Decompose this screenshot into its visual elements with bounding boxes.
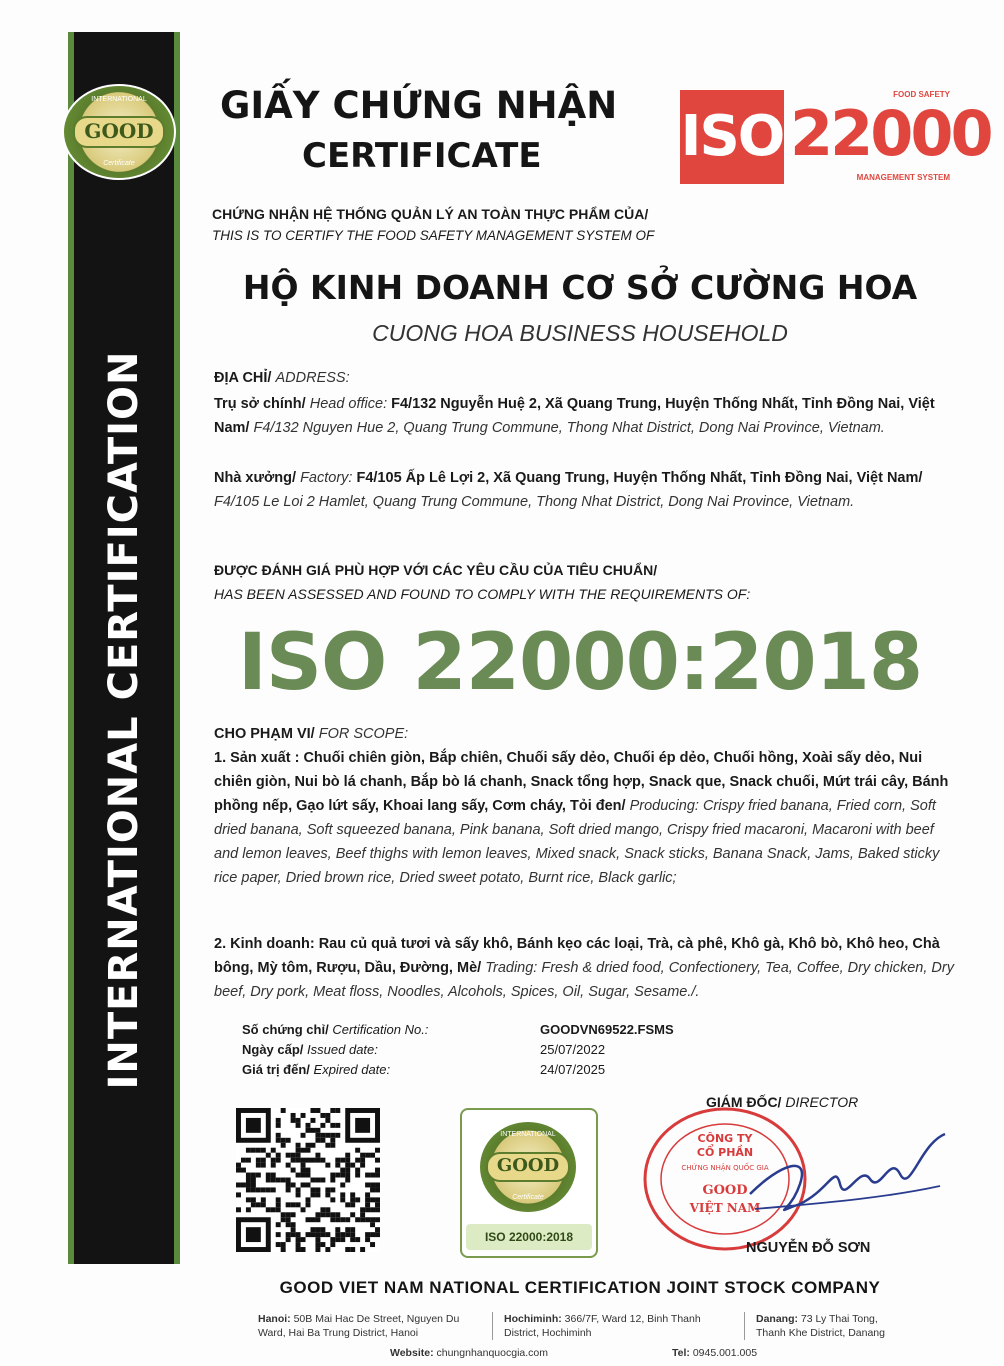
issued-label-vi: Ngày cấp/ (242, 1042, 304, 1057)
seal-logo-bottom-text: Certificate (512, 1194, 544, 1201)
title-en: CERTIFICATE (302, 136, 542, 176)
logo-bottom-text: Certificate (103, 160, 135, 167)
director-signature (740, 1124, 950, 1234)
scope-item-1-en: Producing: Crispy fried banana, Fried corn, Soft dried banana, Soft squeezed banana, Pink banana, Soft dried mango, Crispy fried macaroni, Macaroni with beef and lemon leaves, Beef thighs with lemon leaves, Mixed snack, Snack sticks, Banana Snack, Jams, Baked sticky rice paper, Dried brown rice, Dried sweet potato, Burnt rice, Black garlic; (214, 798, 940, 886)
footer-danang (756, 1312, 906, 1340)
factory-label-en: Factory: (300, 470, 353, 486)
logo-top-text: INTERNATIONAL (91, 96, 147, 103)
iso-logo (680, 90, 991, 184)
footer-hcm (504, 1312, 724, 1340)
scope-item-2-en: Trading: Fresh & dried food, Confectionery, Tea, Coffee, Dry chicken, Dry beef, Dry pork, Meat floss, Noodles, Alcohols, Spices, Oil, Sugar, Sesame./. (214, 960, 954, 1000)
issued-label-en: Issued date: (307, 1042, 378, 1057)
iso-logo-number: 22000 (790, 97, 991, 170)
footer-company: GOOD VIET NAM NATIONAL CERTIFICATION JOINT STOCK COMPANY (279, 1278, 881, 1297)
footer-website-link[interactable]: chungnhanquocgia.com (436, 1347, 549, 1359)
standard-title: ISO 22000:2018 (237, 618, 923, 708)
director-label-vi: GIÁM ĐỐC/ (706, 1094, 782, 1110)
footer-hcm-label: Hochiminh: (504, 1313, 562, 1325)
head-office-vi: F4/132 Nguyễn Huệ 2, Xã Quang Trung, Huyện Thống Nhất, Tỉnh Đồng Nai, Việt Nam/ (214, 396, 935, 436)
address-label-en: ADDRESS: (275, 370, 350, 386)
stamp-line3: CHỨNG NHẬN QUỐC GIA (681, 1164, 769, 1172)
director-name: NGUYỄN ĐỖ SƠN (746, 1240, 871, 1256)
footer-danang-label: Danang: (756, 1313, 798, 1325)
cert-no-label (242, 1022, 428, 1037)
footer-website (390, 1346, 548, 1360)
company-name-vi: HỘ KINH DOANH CƠ SỞ CƯỜNG HOA (242, 268, 918, 307)
address-label-vi: ĐỊA CHỈ/ (214, 370, 272, 386)
scope-label-vi: CHO PHẠM VI/ (214, 726, 315, 742)
expired-label (242, 1062, 390, 1077)
factory-label-vi: Nhà xưởng/ (214, 470, 297, 486)
stamp-line4: GOOD (702, 1183, 748, 1198)
seal-logo (478, 1120, 578, 1214)
factory (214, 466, 954, 514)
footer-tel (672, 1346, 757, 1360)
seal-caption: ISO 22000:2018 (466, 1224, 592, 1250)
scope-label-en: FOR SCOPE: (318, 726, 409, 742)
stamp-line2: CỔ PHẦN (696, 1146, 754, 1159)
footer-danang-address: 73 Ly Thai Tong, Thanh Khe District, Danang (756, 1313, 885, 1339)
iso-logo-top-caption: FOOD SAFETY (893, 90, 950, 99)
iso-logo-bottom-caption: MANAGEMENT SYSTEM (856, 173, 950, 182)
head-office-label-en: Head office: (309, 396, 388, 412)
seal-logo-center-text: GOOD (486, 1152, 570, 1182)
stamp-line1: CÔNG TY (697, 1132, 753, 1145)
head-office-label-vi: Trụ sở chính/ (214, 396, 306, 412)
expired-label-vi: Giá trị đến/ (242, 1062, 310, 1077)
scope-item-2 (214, 932, 954, 1004)
seal-logo-top-text: INTERNATIONAL (500, 1131, 556, 1138)
factory-vi: F4/105 Ấp Lê Lợi 2, Xã Quang Trung, Huyện Thống Nhất, Tỉnh Đồng Nai, Việt Nam/ (356, 470, 923, 486)
good-logo (62, 84, 176, 180)
issued-label (242, 1042, 378, 1057)
scope-item-1 (214, 746, 954, 890)
cert-no-value: GOODVN69522.FSMS (540, 1022, 674, 1037)
company-name-en: CUONG HOA BUSINESS HOUSEHOLD (372, 320, 788, 346)
certify-en: THIS IS TO CERTIFY THE FOOD SAFETY MANAGEMENT SYSTEM OF (212, 228, 655, 243)
address-label (214, 366, 954, 390)
assessed-vi: ĐƯỢC ĐÁNH GIÁ PHÙ HỢP VỚI CÁC YÊU CẦU CỦA TIÊU CHUẨN/ (214, 562, 658, 578)
director-label-en: DIRECTOR (785, 1094, 859, 1110)
band-text: INTERNATIONAL CERTIFICATION (101, 350, 147, 1090)
footer-hanoi (258, 1312, 484, 1340)
scope-label (214, 722, 954, 746)
logo-center-text: GOOD (73, 116, 165, 148)
footer-tel-label: Tel: (672, 1347, 690, 1359)
iso-logo-left: ISO (680, 90, 784, 184)
good-seal-badge (460, 1108, 598, 1258)
footer-hcm-address: 366/7F, Ward 12, Binh Thanh District, Hochiminh (504, 1313, 701, 1339)
head-office-en: F4/132 Nguyen Hue 2, Quang Trung Commune, Thong Nhat District, Dong Nai Province, Vietnam. (253, 420, 885, 436)
certify-vi: CHỨNG NHẬN HỆ THỐNG QUẢN LÝ AN TOÀN THỰC PHẨM CỦA/ (212, 206, 649, 222)
cert-no-label-vi: Số chứng chỉ/ (242, 1022, 329, 1037)
scope-item-1-vi: 1. Sản xuất : Chuối chiên giòn, Bắp chiên, Chuối sấy dẻo, Chuối ép dẻo, Chuối hồng, Xoài sấy dẻo, Nui chiên giòn, Nui bò lá chanh, Bắp bò lá chanh, Snack tổng hợp, Snack que, Snack chuối, Mứt trái cây, Bánh phồng nếp, Gạo lứt sấy, Khoai lang sấy, Cơm cháy, Tỏi đen/ (214, 750, 949, 814)
title-vi: GIẤY CHỨNG NHẬN (220, 84, 618, 127)
qr-code[interactable] (236, 1108, 380, 1252)
expired-value: 24/07/2025 (540, 1062, 606, 1077)
cert-no-label-en: Certification No.: (332, 1022, 429, 1037)
scope-item-2-vi: 2. Kinh doanh: Rau củ quả tươi và sấy khô, Bánh kẹo các loại, Trà, cà phê, Khô gà, Khô bò, Khô heo, Chà bông, Mỳ tôm, Rượu, Dầu, Đường, Mè/ (214, 936, 940, 976)
footer-hanoi-address: 50B Mai Hac De Street, Nguyen Du Ward, Hai Ba Trung District, Hanoi (258, 1313, 460, 1339)
expired-label-en: Expired date: (313, 1062, 391, 1077)
footer-divider (744, 1312, 745, 1340)
footer-tel-number: 0945.001.005 (692, 1347, 758, 1359)
footer-website-label: Website: (390, 1347, 434, 1359)
issued-value: 25/07/2022 (540, 1042, 606, 1057)
stamp-line5: VIỆT NAM (689, 1201, 761, 1215)
footer-divider (492, 1312, 493, 1340)
assessed-en: HAS BEEN ASSESSED AND FOUND TO COMPLY WITH THE REQUIREMENTS OF: (214, 586, 751, 602)
factory-en: F4/105 Le Loi 2 Hamlet, Quang Trung Commune, Thong Nhat District, Dong Nai Province, Vietnam. (214, 494, 855, 510)
footer-hanoi-label: Hanoi: (258, 1313, 291, 1325)
head-office (214, 392, 954, 440)
